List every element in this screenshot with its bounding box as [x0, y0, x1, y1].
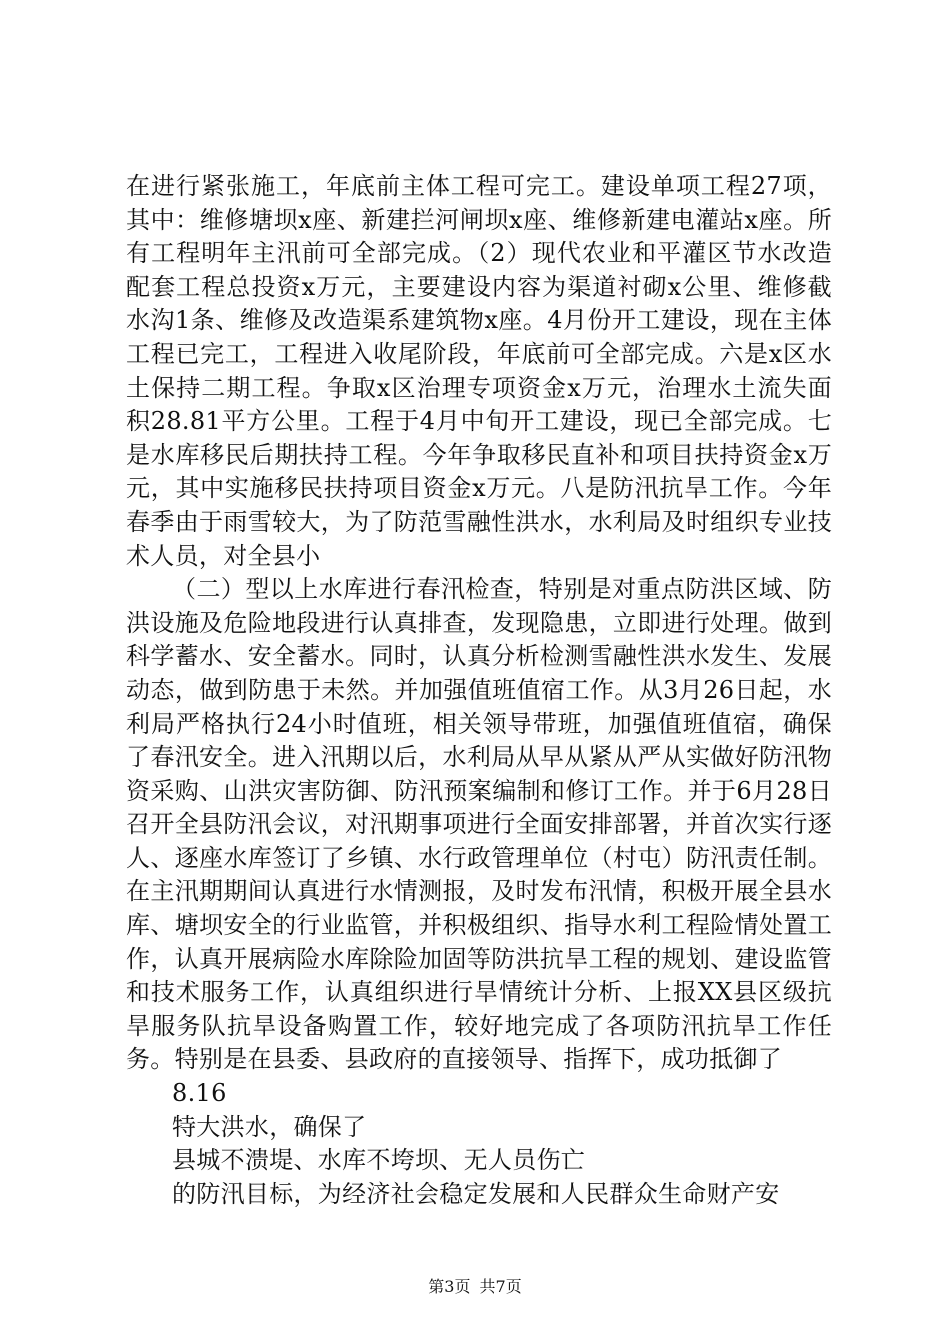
line-safety: 县城不溃堤、水库不垮坝、无人员伤亡 — [172, 1146, 586, 1175]
document-body — [126, 170, 832, 1211]
line-date: 8.16 — [172, 1079, 227, 1108]
paragraph-1: 在进行紧张施工，年底前主体工程可完工。建设单项工程27项，其中：维修塘坝x座、新建拦河闸坝x座、维修新建电灌站x座。所有工程明年主汛前可全部完成。（2）现代农业和平灌区节水改造配套工程总投资x万元，主要建设内容为渠道衬砌x公里、维修截水沟1条、维修及改造渠系建筑物x座。4月份开工建设，现在主体工程已完工，工程进入收尾阶段，年底前可全部完成。六是x区水土保持二期工程。争取x区治理专项资金x万元，治理水土流失面积28.81平方公里。工程于4月中旬开工建设，现已全部完成。七是水库移民后期扶持工程。今年争取移民直补和项目扶持资金x万元，其中实施移民扶持项目资金x万元。八是防汛抗旱工作。今年春季由于雨雪较大，为了防范雪融性洪水，水利局及时组织专业技术人员，对全县小 — [126, 172, 832, 570]
line-goal: 的防汛目标，为经济社会稳定发展和人民群众生命财产安 — [172, 1179, 780, 1208]
line-flood: 特大洪水，确保了 — [172, 1112, 367, 1141]
page-number-label: 第3页 共7页 — [428, 1277, 522, 1296]
page-footer — [0, 1277, 950, 1297]
paragraph-2: （二）型以上水库进行春汛检查，特别是对重点防洪区域、防洪设施及危险地段进行认真排查，发现隐患，立即进行处理。做到科学蓄水、安全蓄水。同时，认真分析检测雪融性洪水发生、发展动态，做到防患于未然。并加强值班值宿工作。从3月26日起，水利局严格执行24小时值班，相关领导带班，加强值班值宿，确保了春汛安全。进入汛期以后，水利局从早从紧从严从实做好防汛物资采购、山洪灾害防御、防汛预案编制和修订工作。并于6月28日召开全县防汛会议，对汛期事项进行全面安排部署，并首次实行逐人、逐座水库签订了乡镇、水行政管理单位（村屯）防汛责任制。在主汛期期间认真进行水情测报，及时发布汛情，积极开展全县水库、塘坝安全的行业监管，并积极组织、指导水利工程险情处置工作，认真开展病险水库除险加固等防洪抗旱工程的规划、建设监管和技术服务工作，认真组织进行旱情统计分析、上报XX县区级抗旱服务队抗旱设备购置工作，较好地完成了各项防汛抗旱工作任务。特别是在县委、县政府的直接领导、指挥下，成功抵御了 — [126, 575, 832, 1074]
